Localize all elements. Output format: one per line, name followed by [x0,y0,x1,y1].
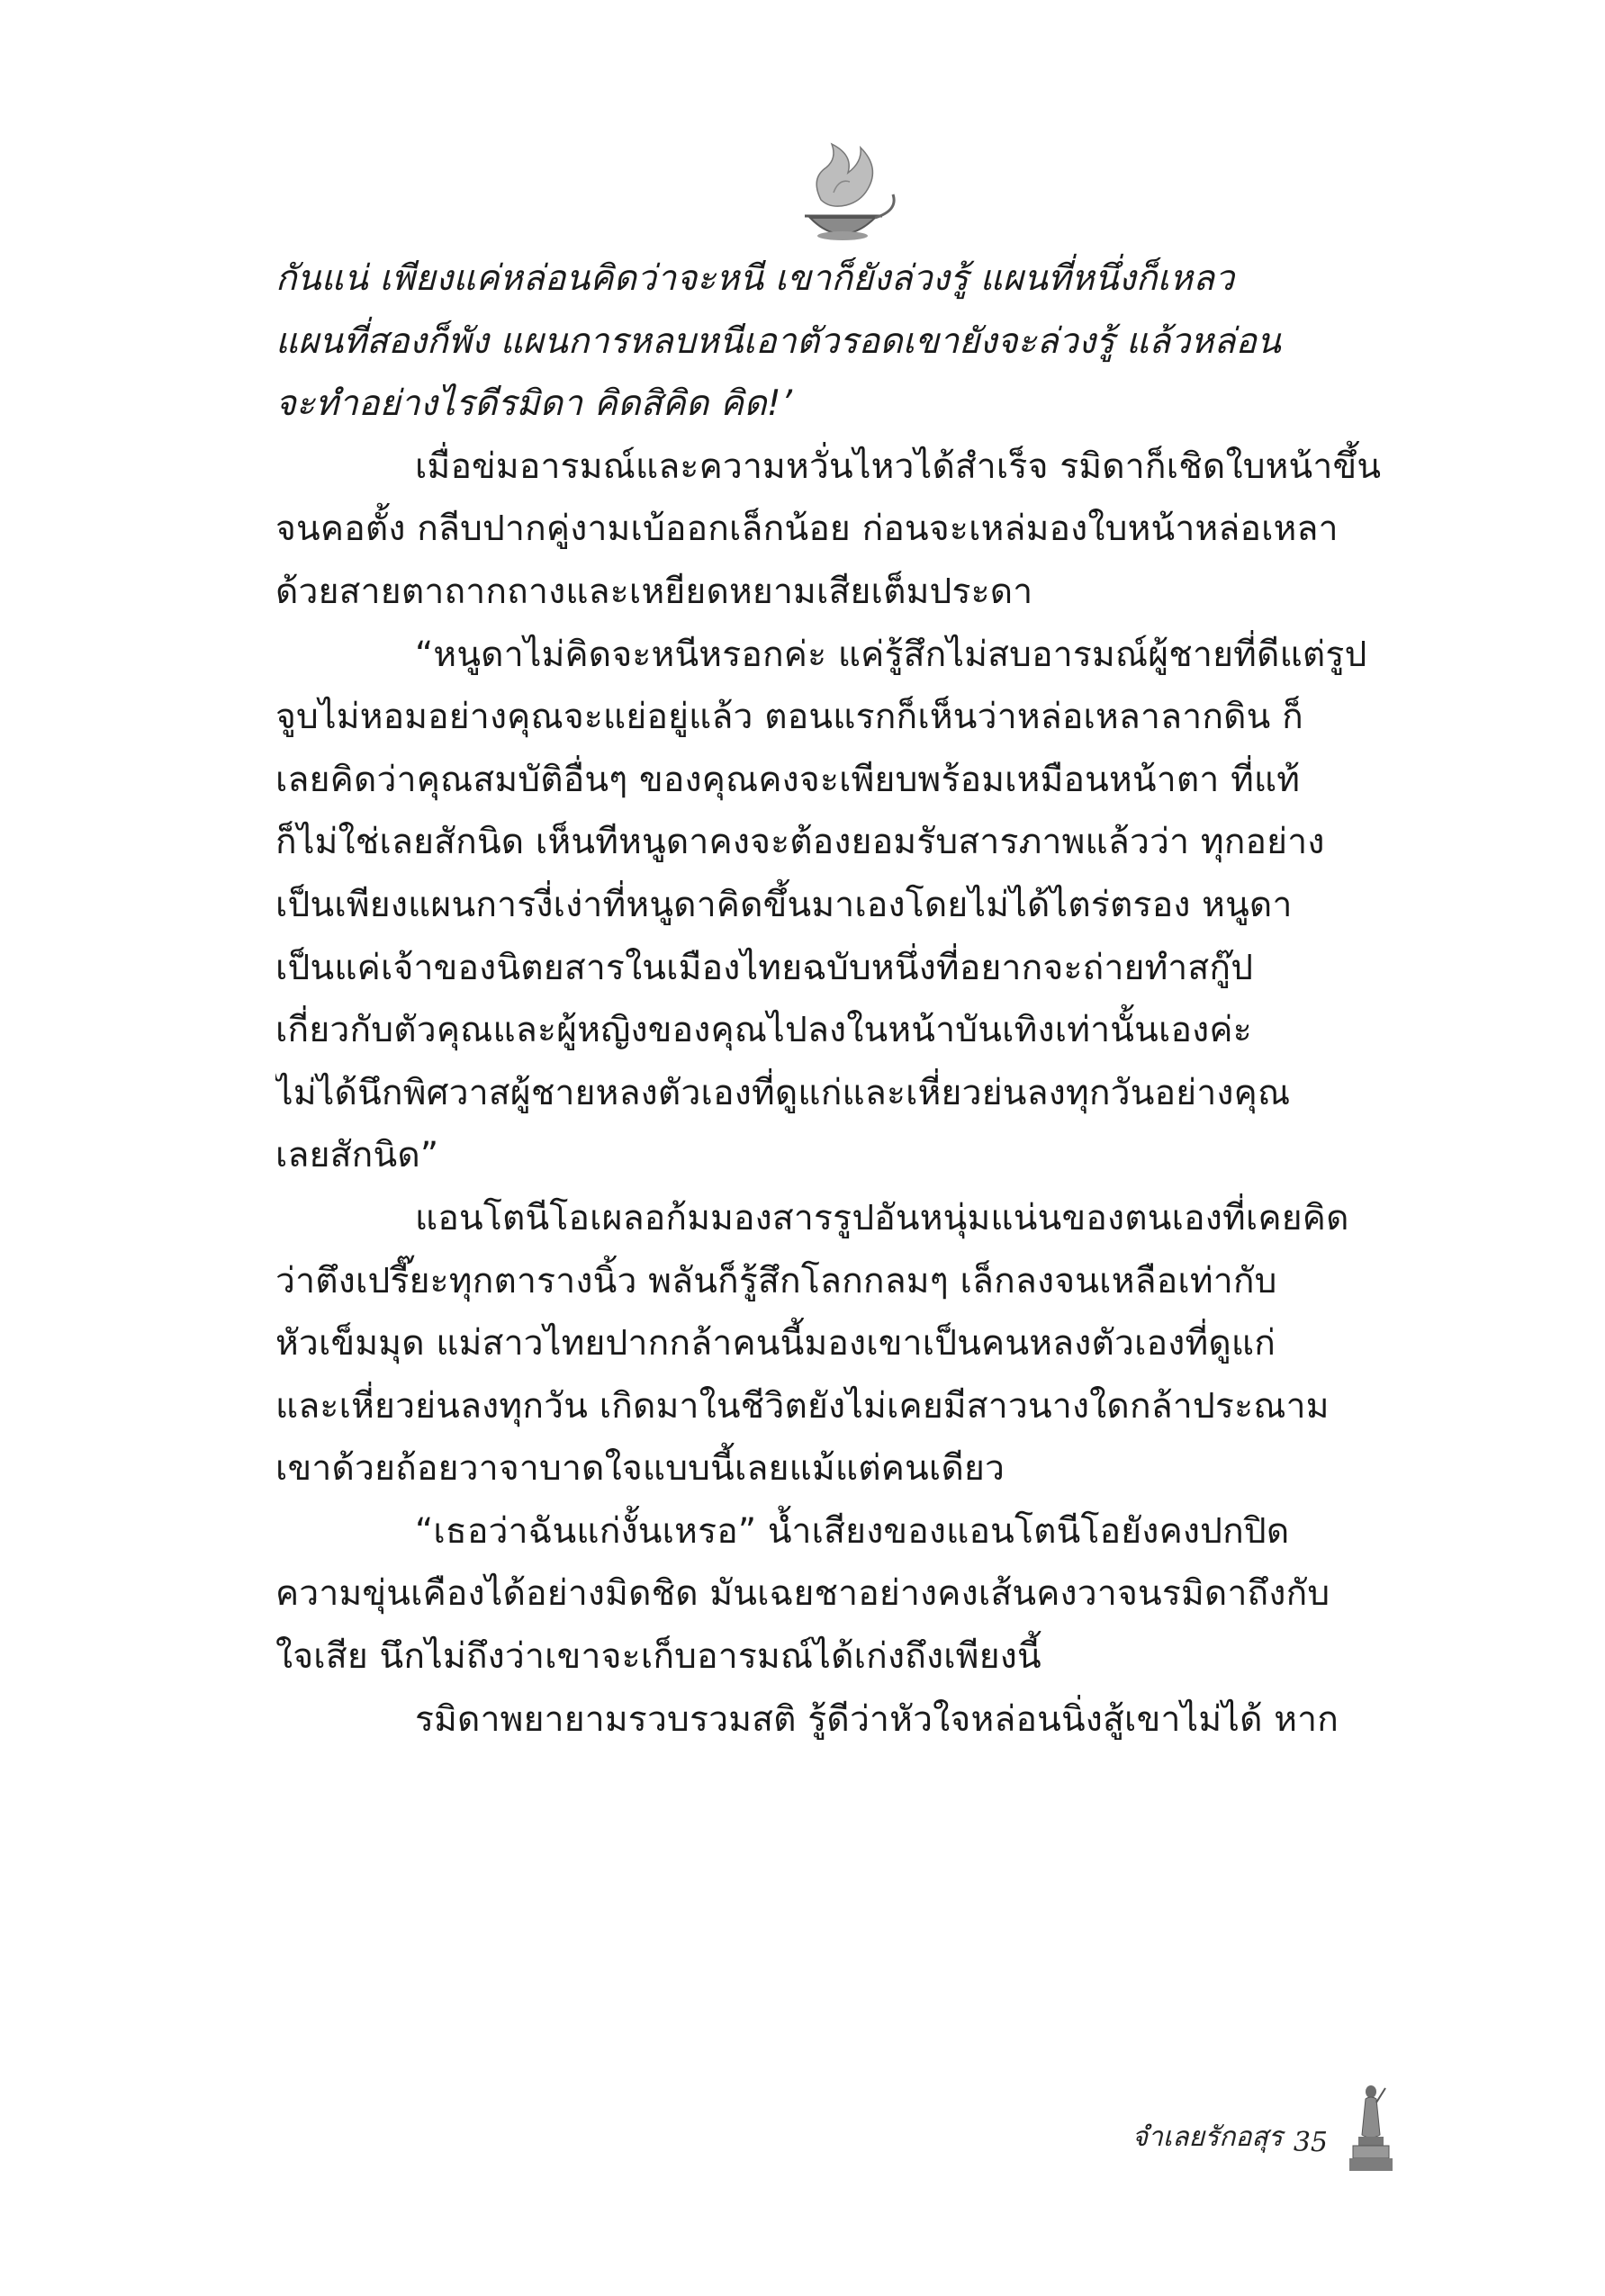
text-line: แอนโตนีโอเผลอก้มมองสารรูปอันหนุ่มแน่นของตนเองที่เคยคิด [415,1197,1349,1238]
text-line: จนคอตั้ง กลีบปากคู่งามเบ้ออกเล็กน้อย ก่อนจะเหล่มองใบหน้าหล่อเหลา [275,509,1339,550]
text-line: “เธอว่าฉันแก่งั้นเหรอ” น้ำเสียงของแอนโตนีโอยังคงปกปิด [415,1510,1290,1552]
text-line: เกี่ยวกับตัวคุณและผู้หญิงของคุณไปลงในหน้าบันเทิงเท่านั้นเองค่ะ [275,1010,1252,1051]
text-line: ด้วยสายตาถากถางและเหยียดหยามเสียเต็มประดา [275,571,1033,612]
text-line: เลยคิดว่าคุณสมบัติอื่นๆ ของคุณคงจะเพียบพร้อมเหมือนหน้าตา ที่แท้ [275,759,1301,800]
page-footer [1132,2097,1398,2178]
text-line: ความขุ่นเคืองได้อย่างมิดชิด มันเฉยชาอย่างคงเส้นคงวาจนรมิดาถึงกับ [275,1573,1330,1615]
text-line: หัวเข็มมุด แม่สาวไทยปากกล้าคนนี้มองเขาเป็นคนหลงตัวเองที่ดูแก่ [275,1323,1276,1364]
text-line: จูบไม่หอมอย่างคุณจะแย่อยู่แล้ว ตอนแรกก็เห็นว่าหล่อเหลาลากดิน ก็ [275,697,1303,738]
text-line: กันแน่ เพียงแค่หล่อนคิดว่าจะหนี เขาก็ยังล่วงรู้ แผนที่หนึ่งก็เหลว [275,258,1235,299]
text-line: “หนูดาไม่คิดจะหนีหรอกค่ะ แค่รู้สึกไม่สบอารมณ์ผู้ชายที่ดีแต่รูป [415,634,1367,675]
text-line: เมื่อข่มอารมณ์และความหวั่นไหวได้สำเร็จ รมิดาก็เชิดใบหน้าขึ้น [415,446,1382,487]
text-line: ก็ไม่ใช่เลยสักนิด เห็นทีหนูดาคงจะต้องยอมรับสารภาพแล้วว่า ทุกอย่าง [275,822,1325,863]
body-text [275,248,1414,1751]
text-line: ว่าตึงเปรี๊ยะทุกตารางนิ้ว พลันก็รู้สึกโลกกลมๆ เล็กลงจนเหลือเท่ากับ [275,1260,1277,1301]
text-line: เป็นเพียงแผนการงี่เง่าที่หนูดาคิดขึ้นมาเองโดยไม่ได้ไตร่ตรอง หนูดา [275,884,1293,925]
text-line: รมิดาพยายามรวบรวมสติ รู้ดีว่าหัวใจหล่อนนิ่งสู้เขาไม่ได้ หาก [415,1698,1339,1740]
text-line: เขาด้วยถ้อยวาจาบาดใจแบบนี้เลยแม้แต่คนเดียว [275,1448,1005,1490]
statue-ornament-icon [1344,2079,1398,2178]
page-number: 35 [1293,2127,1328,2158]
lamp-ornament-icon [774,135,909,252]
text-line: จะทำอย่างไรดีรมิดา คิดสิคิด คิด!’ [275,383,793,425]
text-line: แผนที่สองก็พัง แผนการหลบหนีเอาตัวรอดเขายังจะล่วงรู้ แล้วหล่อน [275,320,1281,362]
text-line: เป็นแค่เจ้าของนิตยสารในเมืองไทยฉบับหนึ่งที่อยากจะถ่ายทำสกู๊ป [275,947,1254,988]
text-line: ใจเสีย นึกไม่ถึงว่าเขาจะเก็บอารมณ์ได้เก่งถึงเพียงนี้ [275,1636,1041,1678]
text-line: เลยสักนิด” [275,1135,439,1176]
running-title: จำเลยรักอสุร [1132,2121,1283,2153]
text-line: และเหี่ยวย่นลงทุกวัน เกิดมาในชีวิตยังไม่เคยมีสาวนางใดกล้าประณาม [275,1385,1330,1427]
text-line: ไม่ได้นึกพิศวาสผู้ชายหลงตัวเองที่ดูแก่และเหี่ยวย่นลงทุกวันอย่างคุณ [275,1072,1291,1113]
